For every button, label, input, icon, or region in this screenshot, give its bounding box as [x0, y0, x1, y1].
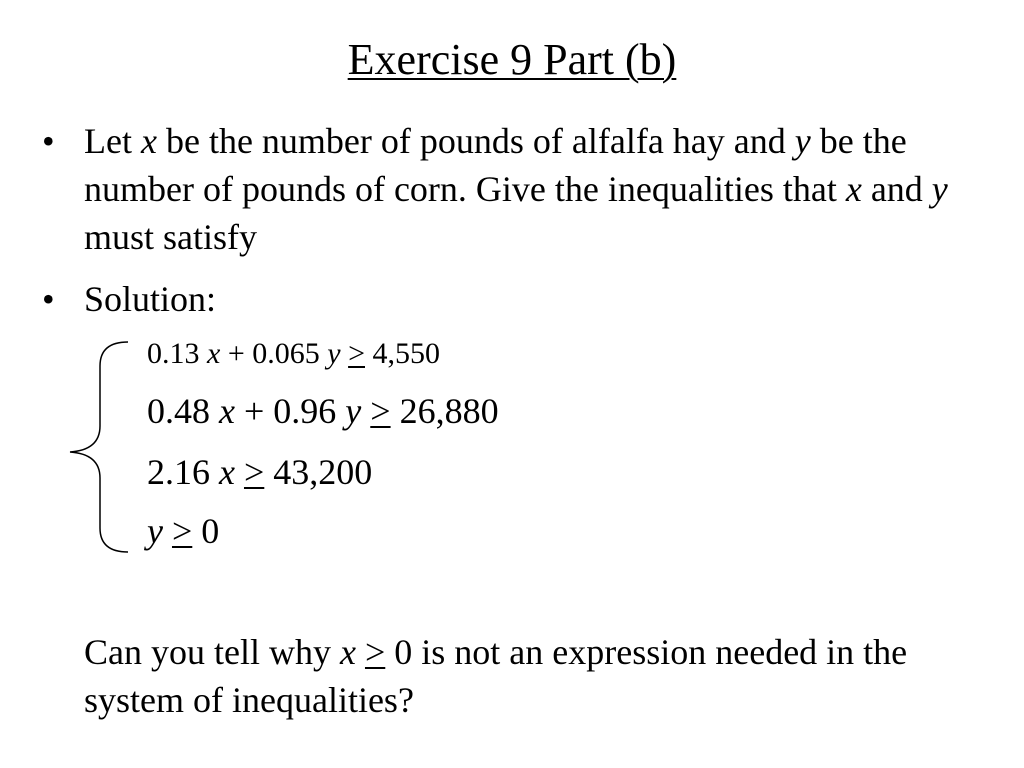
text-run: be the number of pounds of alfalfa hay and: [156, 121, 795, 161]
bullet-2-text: Solution:: [84, 279, 217, 319]
text-run: be the number of pounds of corn. Give the inequalities that: [84, 121, 907, 209]
variable-y: y: [931, 169, 948, 209]
variable-x: x: [845, 169, 862, 209]
bullet-1-text: [84, 117, 1004, 261]
variable-y: y: [794, 121, 811, 161]
inequality-4: y > 0: [147, 511, 220, 551]
bullet-marker-2: •: [42, 279, 55, 319]
text-run: and: [861, 169, 932, 209]
text-run: must satisfy: [84, 217, 258, 257]
slide-title: [0, 34, 1024, 86]
closing-question: Can you tell why x > 0 is not an expression needed in the system of inequalities?: [84, 632, 908, 720]
inequality-2: 0.48 x + 0.96 y > 26,880: [147, 391, 499, 431]
slide-title-text: Exercise 9 Part (b): [347, 35, 677, 84]
text-run: Let: [84, 121, 141, 161]
left-brace-icon: [66, 340, 136, 554]
inequality-1: 0.13 x + 0.065 y > 4,550: [147, 337, 440, 370]
bullet-marker-1: •: [42, 121, 55, 161]
variable-x: x: [140, 121, 157, 161]
inequality-3: 2.16 x > 43,200: [147, 452, 373, 492]
